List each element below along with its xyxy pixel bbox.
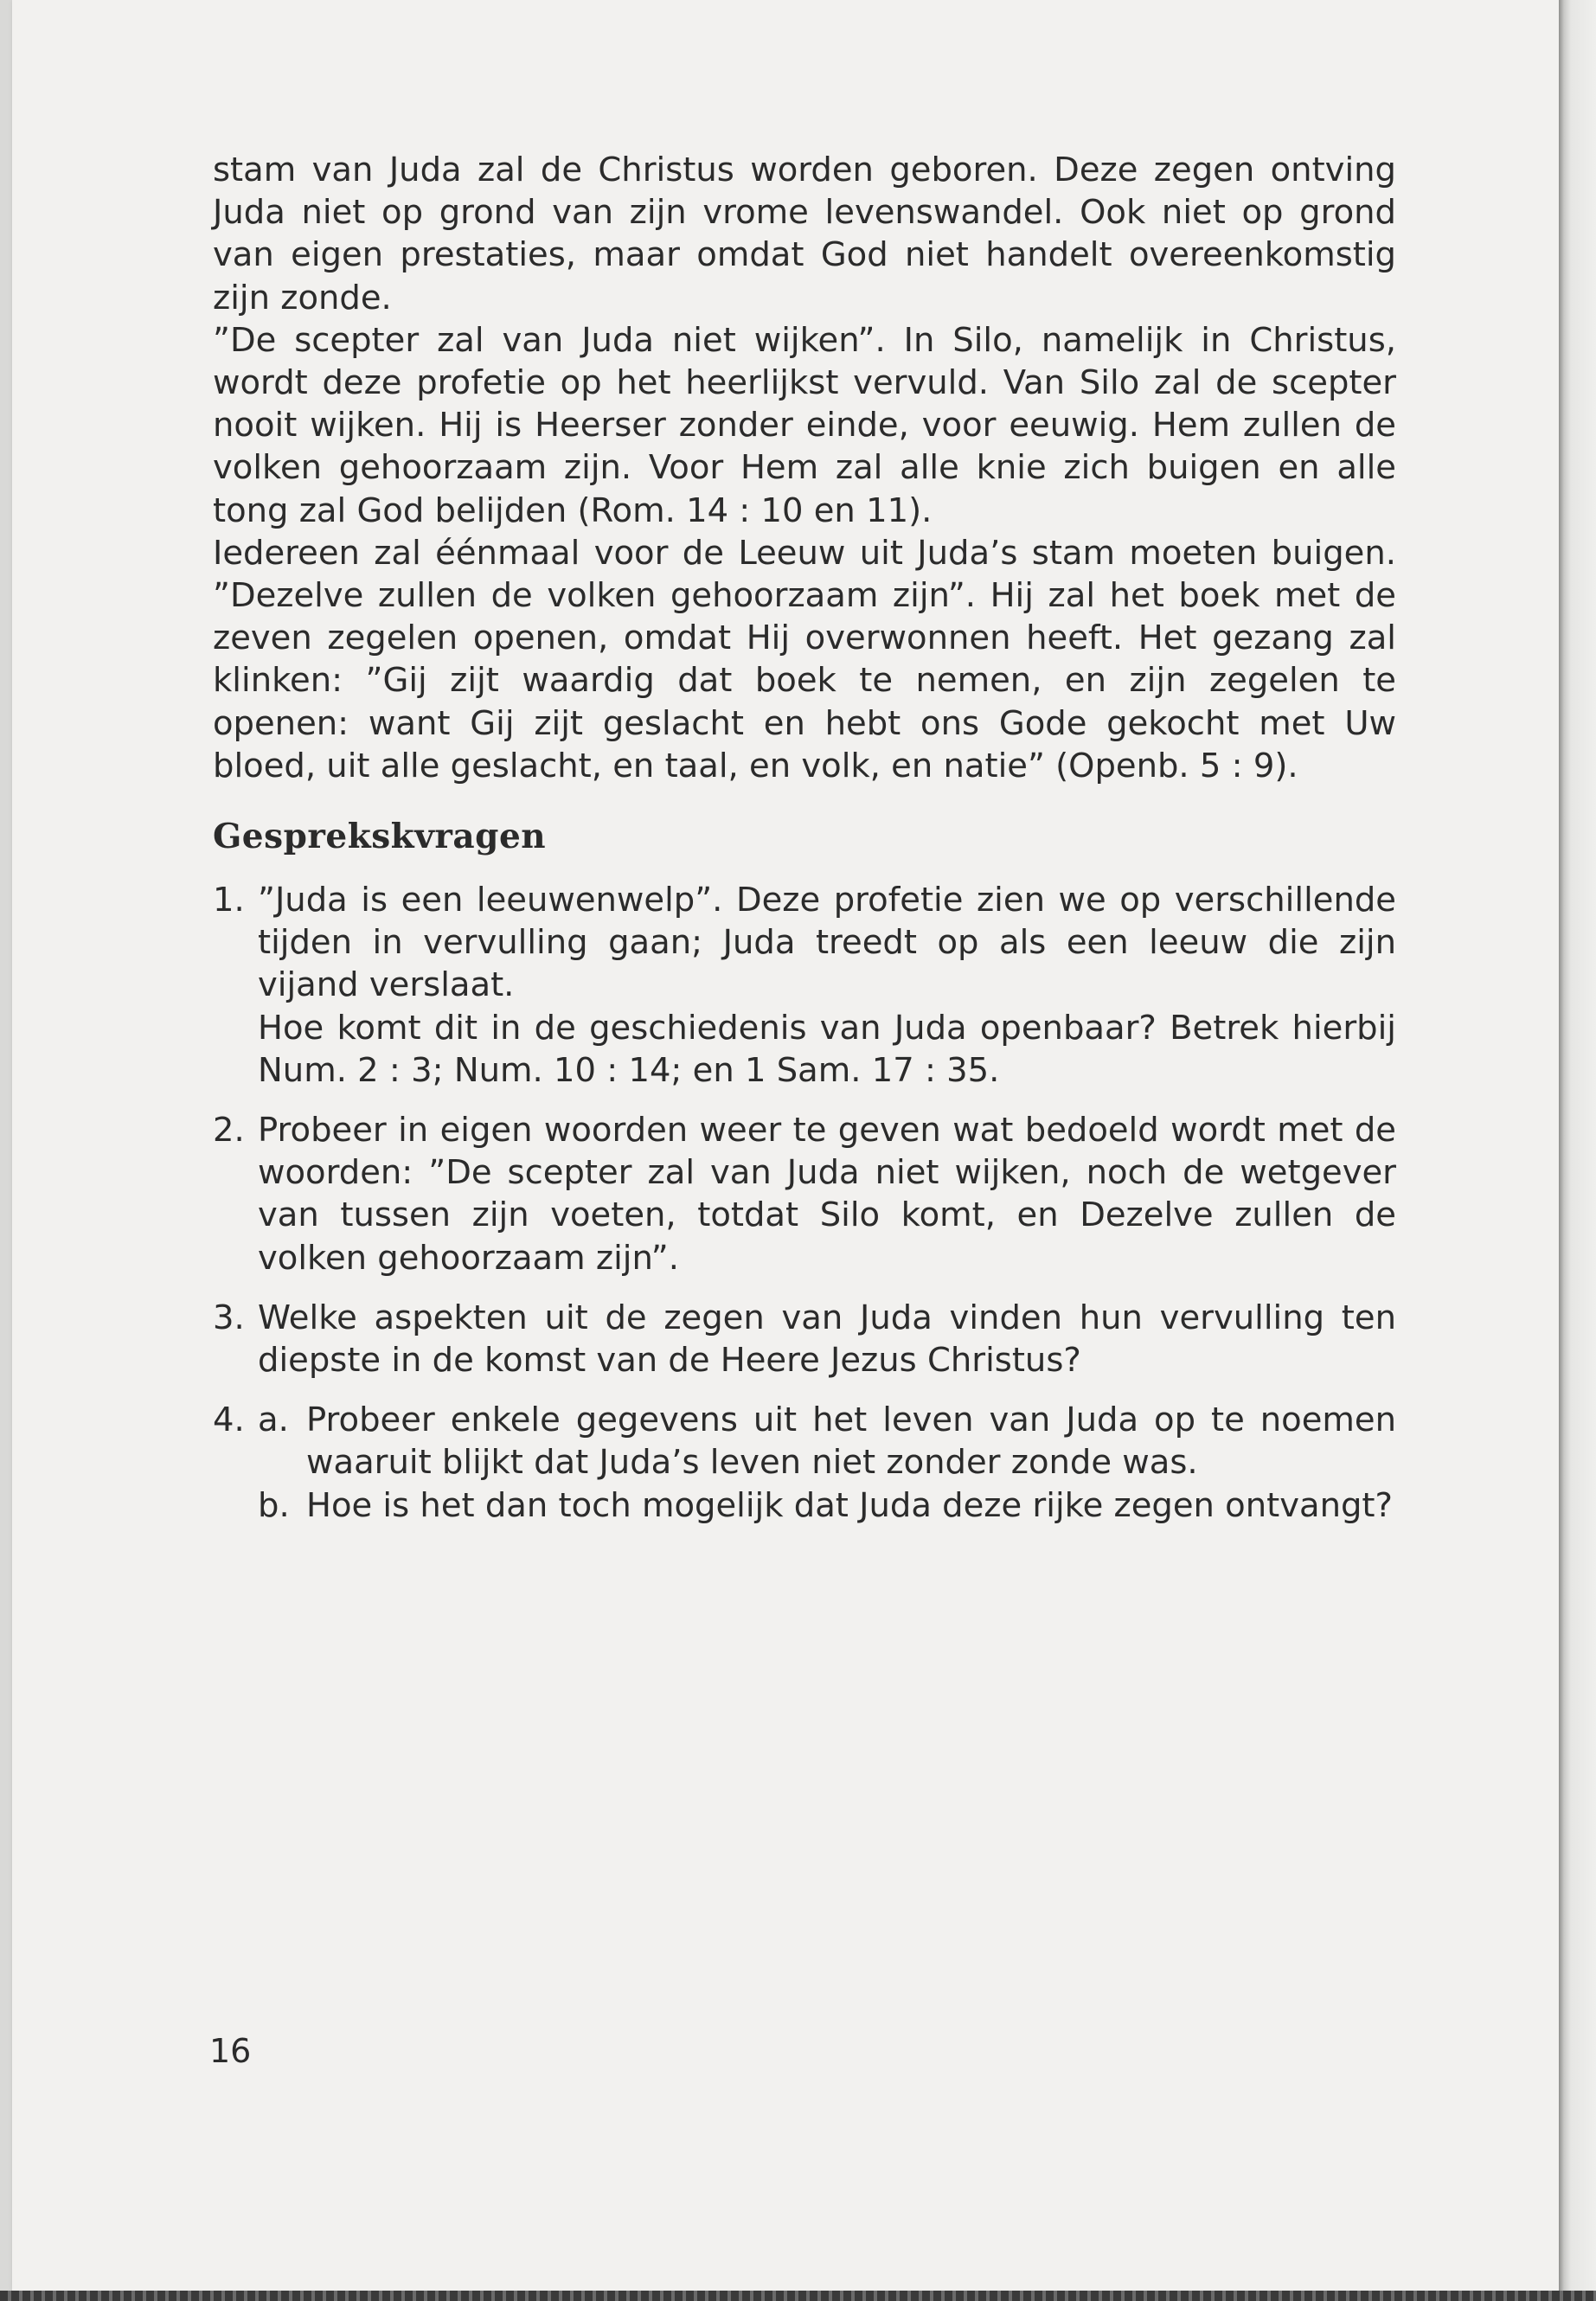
question-number: 4.: [213, 1400, 245, 1440]
question-list: [213, 879, 1396, 1527]
sub-question: [258, 1399, 1396, 1484]
question-text: Hoe komt dit in de geschiedenis van Juda openbaar? Betrek hierbij Num. 2 : 3; Num. 10 : 14; en 1 Sam. 17 : 35.: [258, 1008, 1396, 1090]
question-item: [213, 879, 1396, 1092]
question-text: ”Juda is een leeuwenwelp”. Deze profetie zien we op verschillende tijden in vervulling gaan; Juda treedt op als een leeuw die zijn vijand verslaat.: [258, 881, 1396, 1005]
scan-edge: [0, 2291, 1596, 2301]
section-heading: Gesprekskvragen: [213, 817, 547, 856]
sub-question-letter: b.: [258, 1485, 290, 1525]
question-text: Welke aspekten uit de zegen van Juda vinden hun vervulling ten diepste in de komst van de Heere Jezus Christus?: [258, 1298, 1396, 1381]
paragraph: stam van Juda zal de Christus worden geboren. Deze zegen ontving Juda niet op grond van zijn vrome levenswandel. Ook niet op grond van eigen prestaties, maar omdat God niet handelt overeenkomstig zijn zonde.: [213, 151, 1396, 317]
sub-question: [258, 1484, 1396, 1527]
question-number: 3.: [213, 1298, 245, 1337]
sub-question-letter: a.: [258, 1400, 289, 1440]
body-text: [213, 149, 1396, 787]
page-number: 16: [209, 2032, 252, 2070]
paragraph: Iedereen zal éénmaal voor de Leeuw uit Juda’s stam moeten buigen. ”Dezelve zullen de volken gehoorzaam zijn”. Hij zal het boek met de zeven zegelen openen, omdat Hij overwonnen heeft. Het gezang zal klinken: ”Gij zijt waardig dat boek te nemen, en zijn zegelen te openen: want Gij zijt geslacht en hebt ons Gode gekocht met Uw bloed, uit alle geslacht, en taal, en volk, en natie” (Openb. 5 : 9).: [213, 533, 1396, 785]
sub-question-text: Probeer enkele gegevens uit het leven van Juda op te noemen waaruit blijkt dat Juda’s leven niet zonder zonde was.: [306, 1400, 1396, 1483]
question-item: [213, 1297, 1396, 1381]
question-text: Probeer in eigen woorden weer te geven wat bedoeld wordt met de woorden: ”De scepter zal van Juda niet wijken, noch de wetgever van tussen zijn voeten, totdat Silo komt, en Dezelve zullen de volken gehoorzaam zijn”.: [258, 1111, 1396, 1278]
question-number: 2.: [213, 1111, 245, 1150]
page-edge-shadow: [1559, 0, 1596, 2301]
question-item: [213, 1109, 1396, 1279]
question-number: 1.: [213, 881, 245, 920]
sub-question-text: Hoe is het dan toch mogelijk dat Juda deze rijke zegen ontvangt?: [306, 1485, 1393, 1525]
question-item: [213, 1399, 1396, 1527]
paragraph: ”De scepter zal van Juda niet wijken”. In Silo, namelijk in Christus, wordt deze profetie op het heerlijkst vervuld. Van Silo zal de scepter nooit wijken. Hij is Heerser zonder einde, voor eeuwig. Hem zullen de volken gehoorzaam zijn. Voor Hem zal alle knie zich buigen en alle tong zal God belijden (Rom. 14 : 10 en 11).: [213, 320, 1396, 530]
